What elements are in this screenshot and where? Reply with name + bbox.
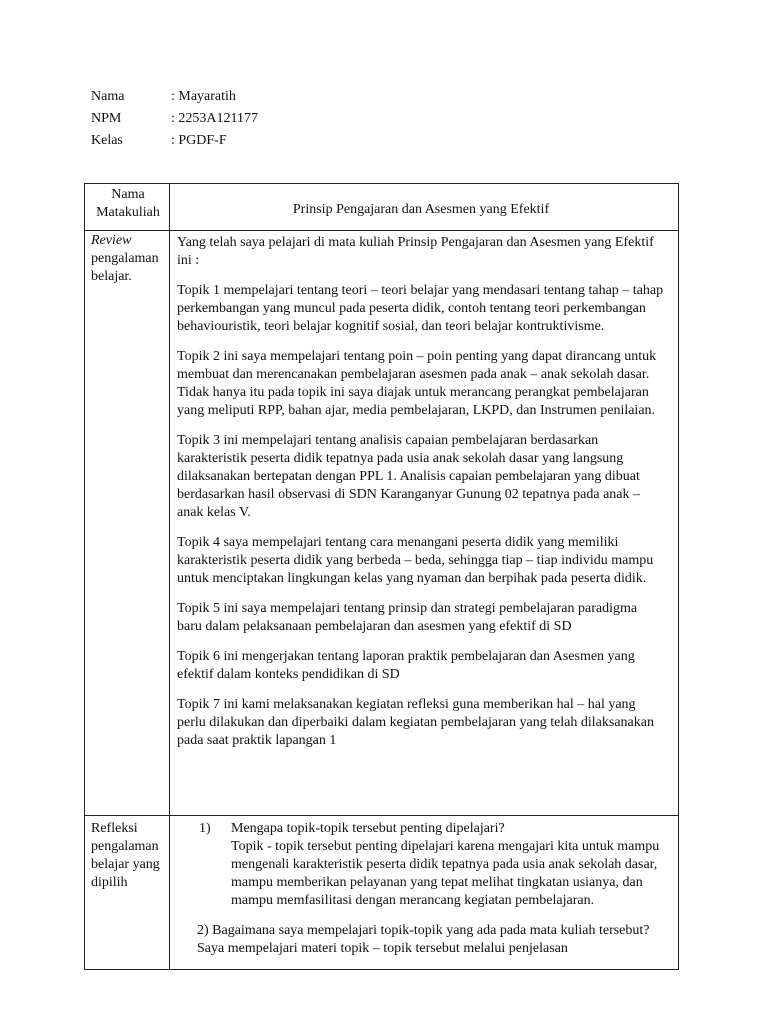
review-paragraph: Yang telah saya pelajari di mata kuliah Prinsip Pengajaran dan Asesmen yang Efektif ini : [177,235,654,268]
question-2-text: 2) Bagaimana saya mempelajari topik-topik yang ada pada mata kuliah tersebut? Saya mempelajari materi topik – topik tersebut melalui penjelasan [197,923,650,956]
identity-value: : Mayaratih [171,89,236,104]
identity-row-npm [91,108,258,130]
review-paragraph: Topik 7 ini kami melaksanakan kegiatan refleksi guna memberikan hal – hal yang perlu dilakukan dan diperbaiki dalam kegiatan pembelajaran yang telah dilaksanakan pada saat praktik lapangan 1 [177,697,654,748]
identity-block [91,86,258,152]
identity-key: Kelas [91,133,123,148]
identity-key: Nama [91,89,125,104]
question-1-answer: Topik - topik tersebut penting dipelajari karena mengajari kita untuk mampu mengenali karakteristik peserta didik tepatnya pada usia anak sekolah dasar, mampu memberikan pelayanan yang tepat melihat tingkatan usianya, dan mampu memfasilitasi dengan merancang kegiatan pembelajaran. [231,839,660,908]
row-divider [85,815,678,816]
identity-key: NPM [91,111,122,126]
reflection-label: Refleksi pengalaman belajar yang dipilih [91,821,160,890]
review-paragraph: Topik 3 ini mempelajari tentang analisis capaian pembelajaran berdasarkan karakteristik peserta didik tepatnya pada usia anak sekolah dasar yang langsung dilaksanakan bertepatan dengan PPL 1. Analisis capaian pembelajaran yang dibuat berdasarkan hasil observasi di SDN Karanganyar Gunung 02 tepatnya pada anak – anak kelas V. [177,433,641,520]
column-divider [169,184,170,969]
question-1 [177,820,665,910]
review-paragraph: Topik 5 ini saya mempelajari tentang prinsip dan strategi pembelajaran paradigma baru dalam pelaksanaan pembelajaran dan asesmen yang efektif di SD [177,601,638,634]
review-paragraph: Topik 1 mempelajari tentang teori – teori belajar yang mendasari tentang tahap – tahap perkembangan yang muncul pada peserta didik, contoh tentang teori perkembangan behaviouristik, teori belajar kognitif sosial, dan teori belajar kontruktivisme. [177,283,664,334]
review-label [91,232,165,286]
header-left-cell: Nama Matakuliah [96,187,160,220]
review-paragraph: Topik 6 ini mengerjakan tentang laporan praktik pembelajaran dan Asesmen yang efektif dalam konteks pendidikan di SD [177,649,635,682]
course-table [84,183,679,970]
question-1-text: Mengapa topik-topik tersebut penting dipelajari? [231,821,505,836]
course-title: Prinsip Pengajaran dan Asesmen yang Efektif [292,202,550,217]
review-label-rest: pengalaman belajar. [91,251,159,284]
identity-value: : 2253A121177 [171,111,258,126]
row-divider [85,230,678,231]
review-label-italic: Review [91,233,132,248]
review-paragraph: Topik 4 saya mempelajari tentang cara menangani peserta didik yang memiliki karakteristik peserta didik yang berbeda – beda, sehingga tiap – tiap individu mampu untuk menciptakan lingkungan kelas yang nyaman dan berpihak pada peserta didik. [177,535,654,586]
identity-value: : PGDF-F [171,133,227,148]
review-paragraph: Topik 2 ini saya mempelajari tentang poin – poin penting yang dapat dirancang untuk membuat dan merencanakan pembelajaran asesmen pada anak – anak sekolah dasar. Tidak hanya itu pada topik ini saya diajak untuk merancang perangkat pembelajaran yang meliputi RPP, bahan ajar, media pembelajaran, LKPD, dan Instrumen penilaian. [177,349,657,418]
identity-row-kelas [91,130,258,152]
identity-row-nama [91,86,258,108]
review-content [177,234,665,762]
question-1-number: 1) [199,821,211,836]
reflection-content [177,820,665,958]
